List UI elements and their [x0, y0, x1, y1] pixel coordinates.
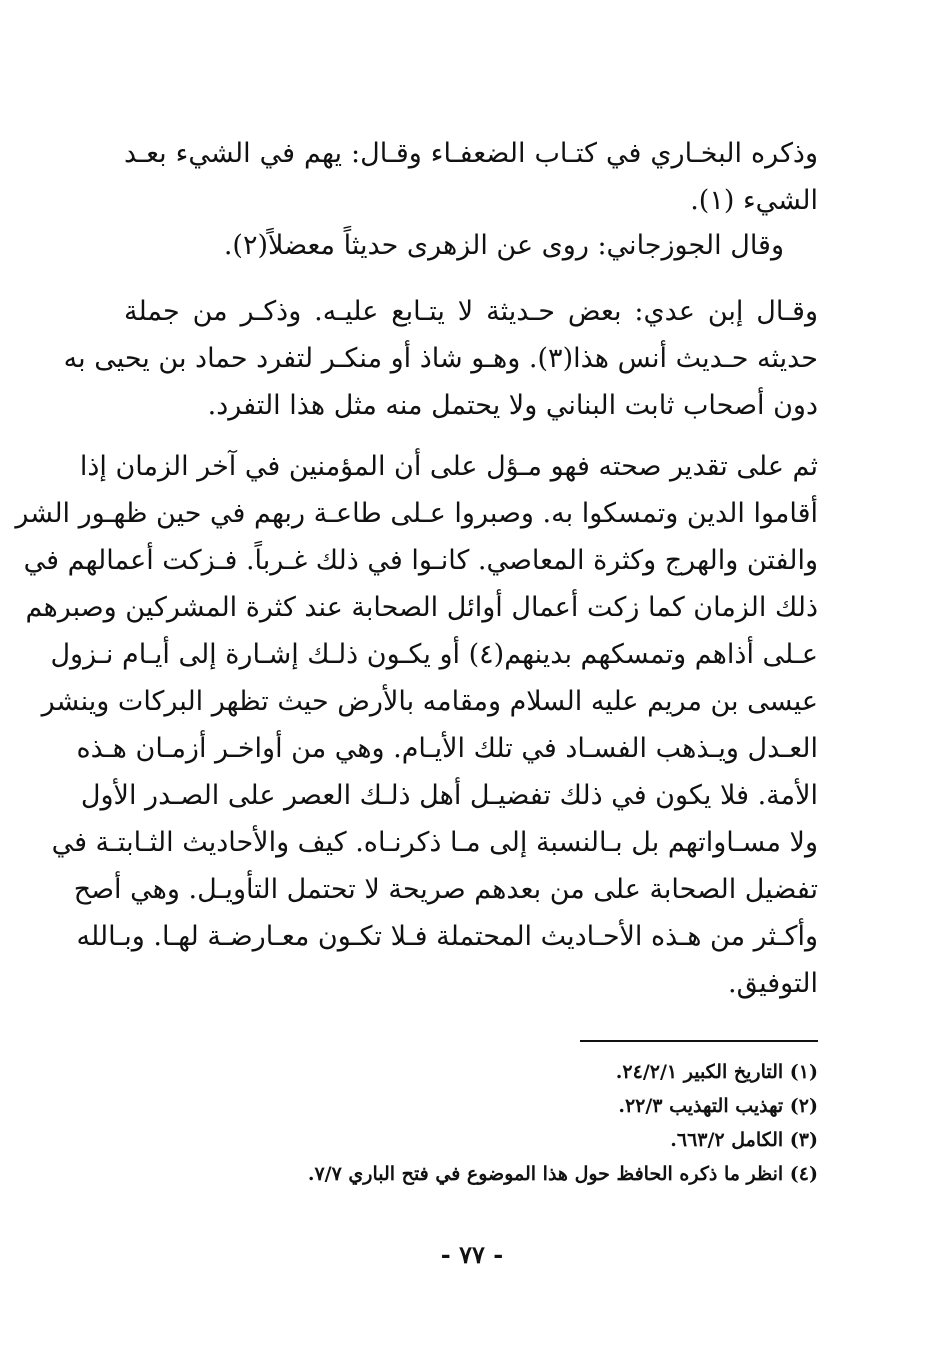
text-line: والفتن والهرج وكثرة المعاصي. كانـوا في ذلك غـرباً. فـزكت أعمالهم في	[23, 545, 818, 576]
footnotes	[124, 1055, 818, 1191]
text-line: الشيء (١).	[690, 185, 818, 216]
footnote-1: (١) التاريخ الكبير ٢٤/٢/١.	[615, 1061, 818, 1083]
text-line: أقاموا الدين وتمسكوا به. وصبروا عـلى طاعـة ربهم في حين ظهـور الشر	[15, 498, 818, 529]
text-line: وقـال إبن عدي: بعض حـديثة لا يتـابع عليـه. وذكـر من جملة	[124, 296, 818, 327]
text-line: ولا مسـاواتهم بل بـالنسبة إلى مـا ذكرنـاه. كيف والأحاديث الثـابتـة في	[51, 827, 818, 858]
paragraph-3	[63, 288, 818, 429]
paragraph-1	[124, 130, 818, 224]
paragraph-2	[124, 222, 818, 269]
text-line: عيسى بن مريم عليه السلام ومقامه بالأرض حيث تظهر البركات وينشر	[41, 686, 818, 717]
text-line: عـلى أذاهم وتمسكهم بدينهم(٤) أو يكـون ذلـك إشـارة إلى أيـام نـزول	[50, 639, 818, 670]
text-line: وأكـثر من هـذه الأحـاديث المحتملة فـلا تكـون معـارضـة لهـا. وبـالله	[76, 921, 818, 952]
paragraph-4	[15, 443, 818, 1007]
text-line: التوفيق.	[728, 968, 818, 999]
page-number: - ٧٧ -	[440, 1240, 504, 1269]
text-line: وذكره البخـاري في كتـاب الضعفـاء وقـال: يهم في الشيء بعـد	[124, 138, 818, 169]
footnote-2: (٢) تهذيب التهذيب ٢٢/٣.	[618, 1095, 818, 1117]
footnote-4: (٤) انظر ما ذكره الحافظ حول هذا الموضوع في فتح الباري ٧/٧.	[307, 1163, 818, 1185]
text-line: العـدل ويـذهب الفسـاد في تلك الأيـام. وهي من أواخـر أزمـان هـذه	[76, 733, 818, 764]
text-line: دون أصحاب ثابت البناني ولا يحتمل منه مثل هذا التفرد.	[207, 390, 818, 421]
text-line: ذلك الزمان كما زكت أعمال أوائل الصحابة عند كثرة المشركين وصبرهم	[25, 592, 818, 623]
footnote-separator	[580, 1040, 818, 1042]
text-line: الأمة. فلا يكون في ذلك تفضيـل أهل ذلـك العصر على الصـدر الأول	[80, 780, 818, 811]
text-line: ثم على تقدير صحته فهو مـؤل على أن المؤمنين في آخر الزمان إذا	[79, 451, 818, 482]
footnote-3: (٣) الكامل ٦٦٣/٢.	[670, 1129, 818, 1151]
text-line: حديثه حـديث أنس هذا(٣). وهـو شاذ أو منكـر لتفرد حماد بن يحيى به	[63, 343, 818, 374]
text-line: تفضيل الصحابة على من بعدهم صريحة لا تحتمل التأويـل. وهي أصح	[73, 874, 818, 905]
text-line: وقال الجوزجاني: روى عن الزهرى حديثاً معضلاً(٢).	[223, 230, 784, 261]
